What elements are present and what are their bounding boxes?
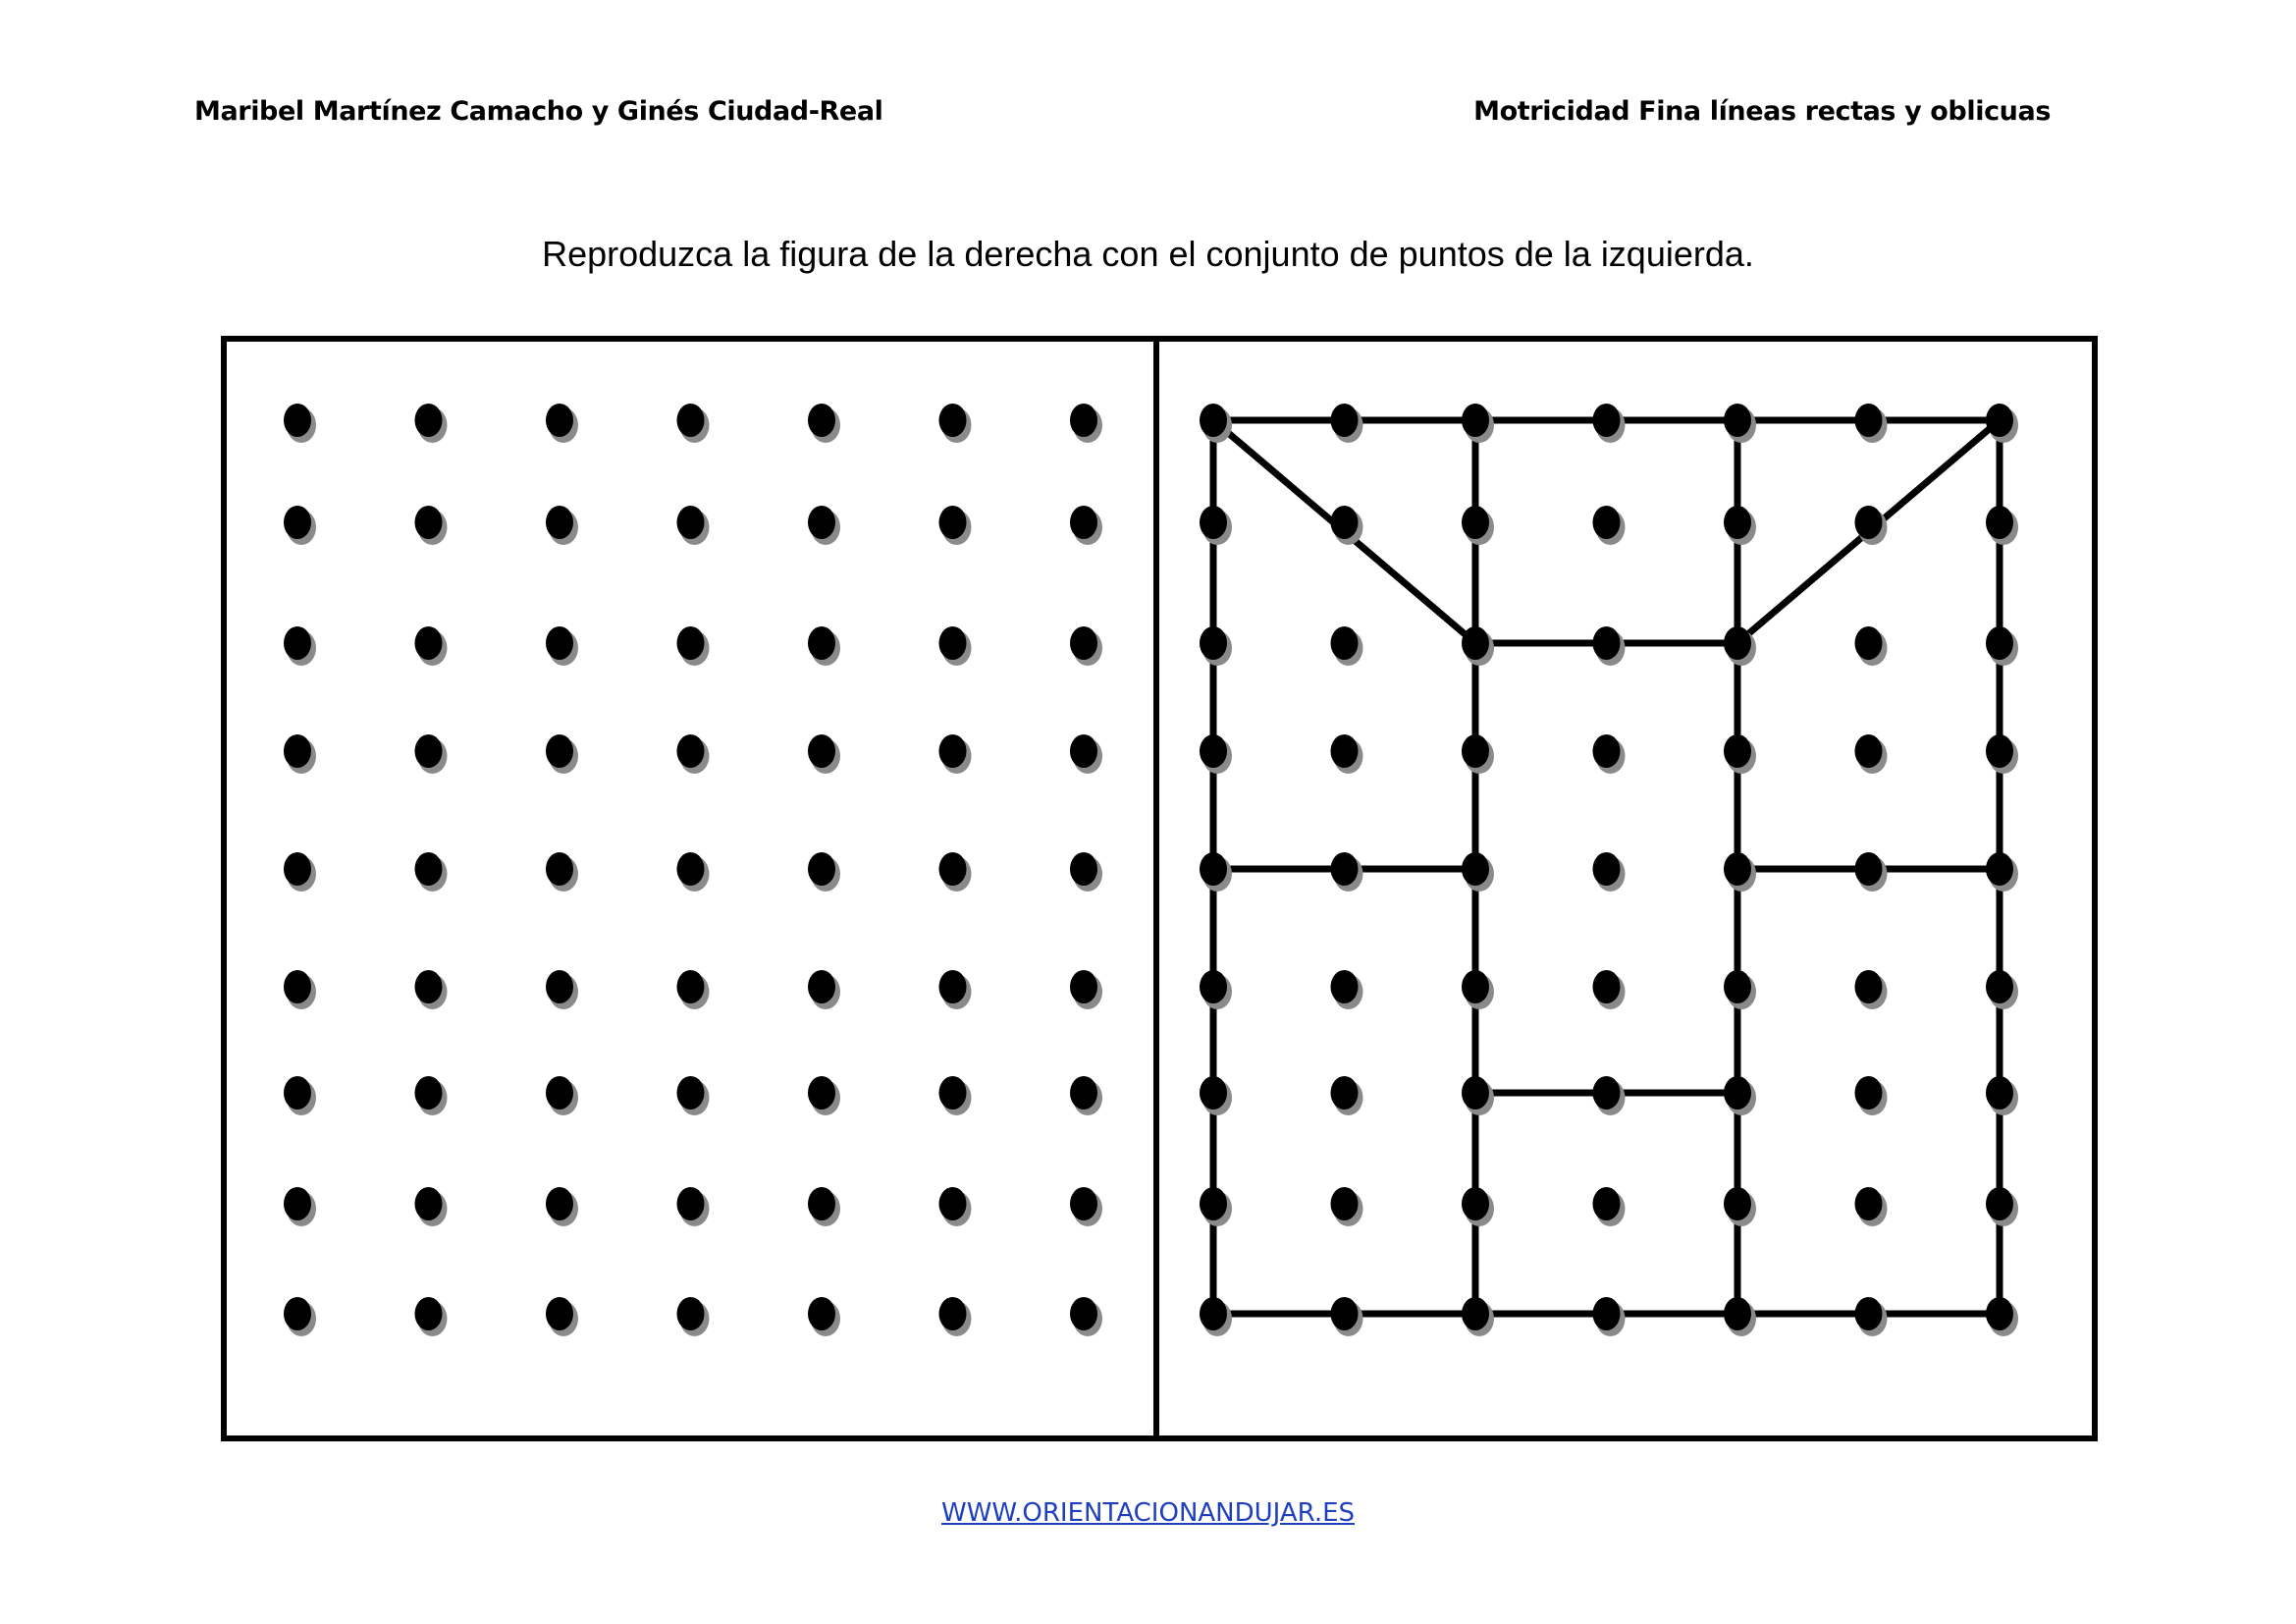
model-dot: [1855, 1297, 1883, 1330]
grid-dot: [939, 852, 967, 886]
grid-dot: [415, 970, 443, 1003]
model-dot: [1462, 1076, 1489, 1110]
model-dot: [1462, 1297, 1489, 1330]
grid-dot: [677, 1076, 705, 1110]
model-dot: [1331, 1076, 1359, 1110]
grid-dot: [1070, 852, 1097, 886]
grid-dot: [546, 1076, 573, 1110]
model-dot: [1331, 404, 1359, 437]
grid-dot: [284, 404, 311, 437]
grid-dot: [284, 852, 311, 886]
grid-dot: [808, 1187, 835, 1220]
model-dot: [1593, 852, 1621, 886]
model-dot: [1200, 1297, 1227, 1330]
grid-dot: [939, 1076, 967, 1110]
grid-dot: [939, 734, 967, 768]
model-dot: [1724, 970, 1751, 1003]
grid-dot: [677, 404, 705, 437]
grid-dot: [415, 1076, 443, 1110]
model-dot: [1593, 1187, 1621, 1220]
grid-dot: [1070, 404, 1097, 437]
grid-dot: [546, 970, 573, 1003]
grid-dot: [808, 1297, 835, 1330]
instruction-text: Reproduzca la figura de la derecha con el conjunto de puntos de la izquierda.: [542, 234, 1754, 274]
model-dot: [1593, 970, 1621, 1003]
grid-dot: [677, 1297, 705, 1330]
model-dot: [1724, 1076, 1751, 1110]
model-dot: [1724, 626, 1751, 660]
model-dot: [1724, 852, 1751, 886]
grid-dot: [415, 1187, 443, 1220]
model-dot: [1331, 506, 1359, 539]
grid-dot: [808, 626, 835, 660]
grid-dot: [284, 1076, 311, 1110]
model-dot: [1986, 734, 2013, 768]
grid-dot: [415, 852, 443, 886]
grid-dot: [939, 506, 967, 539]
model-dot: [1462, 734, 1489, 768]
grid-dot: [1070, 1076, 1097, 1110]
model-dot: [1855, 506, 1883, 539]
grid-dot: [284, 734, 311, 768]
model-dot: [1200, 734, 1227, 768]
grid-dot: [677, 852, 705, 886]
model-dot: [1200, 1076, 1227, 1110]
model-dot: [1724, 1297, 1751, 1330]
model-dot: [1331, 734, 1359, 768]
model-dot: [1855, 1076, 1883, 1110]
model-dot: [1462, 1187, 1489, 1220]
model-dot: [1200, 506, 1227, 539]
grid-dot: [939, 1187, 967, 1220]
model-dot: [1462, 506, 1489, 539]
grid-dot: [284, 626, 311, 660]
grid-dot: [284, 1187, 311, 1220]
model-dot: [1724, 1187, 1751, 1220]
model-dot: [1462, 626, 1489, 660]
grid-dot: [1070, 626, 1097, 660]
model-dot: [1855, 1187, 1883, 1220]
model-dot: [1724, 404, 1751, 437]
practice-dot-grid: [284, 404, 1102, 1336]
model-dot: [1855, 734, 1883, 768]
model-dot: [1593, 734, 1621, 768]
grid-dot: [808, 1076, 835, 1110]
grid-dot: [1070, 734, 1097, 768]
grid-dot: [677, 1187, 705, 1220]
grid-dot: [415, 734, 443, 768]
model-dot: [1200, 1187, 1227, 1220]
footer-link-container: [0, 1498, 2296, 1528]
grid-dot: [677, 970, 705, 1003]
model-dot: [1200, 404, 1227, 437]
model-dot: [1724, 734, 1751, 768]
grid-dot: [1070, 506, 1097, 539]
grid-dot: [546, 404, 573, 437]
model-dot: [1986, 970, 2013, 1003]
grid-dot: [284, 1297, 311, 1330]
model-dot: [1331, 626, 1359, 660]
grid-dot: [546, 1297, 573, 1330]
model-dot: [1200, 970, 1227, 1003]
grid-dot: [546, 506, 573, 539]
grid-dot: [677, 734, 705, 768]
grid-dot: [546, 852, 573, 886]
model-dot: [1986, 404, 2013, 437]
grid-dot: [546, 1187, 573, 1220]
author-credit: Maribel Martínez Camacho y Ginés Ciudad-Real: [194, 96, 883, 127]
model-dot: [1462, 404, 1489, 437]
model-dot: [1855, 404, 1883, 437]
grid-dot: [677, 506, 705, 539]
model-dot: [1331, 970, 1359, 1003]
model-dot: [1593, 1076, 1621, 1110]
grid-dot: [284, 506, 311, 539]
grid-dot: [939, 970, 967, 1003]
model-dot: [1986, 1187, 2013, 1220]
model-dot: [1855, 626, 1883, 660]
model-dot: [1986, 626, 2013, 660]
grid-dot: [284, 970, 311, 1003]
model-dot: [1593, 404, 1621, 437]
grid-dot: [546, 626, 573, 660]
model-dot: [1986, 1297, 2013, 1330]
model-dot: [1855, 970, 1883, 1003]
worksheet-topic: Motricidad Fina líneas rectas y oblicuas: [1473, 96, 2051, 127]
grid-dot: [415, 404, 443, 437]
grid-dot: [415, 626, 443, 660]
grid-dot: [808, 404, 835, 437]
model-dot: [1200, 852, 1227, 886]
grid-dot: [808, 970, 835, 1003]
grid-dot: [939, 1297, 967, 1330]
grid-dot: [415, 506, 443, 539]
model-dot: [1331, 1187, 1359, 1220]
model-dot: [1986, 1076, 2013, 1110]
grid-dot: [1070, 1187, 1097, 1220]
grid-dot: [808, 852, 835, 886]
grid-dot: [546, 734, 573, 768]
website-link[interactable]: WWW.ORIENTACIONANDUJAR.ES: [940, 1498, 1356, 1528]
grid-dot: [1070, 970, 1097, 1003]
model-dot: [1462, 970, 1489, 1003]
grid-dot: [808, 734, 835, 768]
model-dot: [1593, 1297, 1621, 1330]
model-dot: [1724, 506, 1751, 539]
grid-dot: [808, 506, 835, 539]
grid-dot: [939, 404, 967, 437]
model-dot: [1331, 1297, 1359, 1330]
model-dot: [1593, 506, 1621, 539]
model-dot: [1986, 852, 2013, 886]
model-dot: [1855, 852, 1883, 886]
grid-dot: [939, 626, 967, 660]
model-dot: [1331, 852, 1359, 886]
model-dot: [1462, 852, 1489, 886]
model-dot: [1593, 626, 1621, 660]
grid-dot: [415, 1297, 443, 1330]
model-dot: [1200, 626, 1227, 660]
model-dot: [1986, 506, 2013, 539]
grid-dot: [677, 626, 705, 660]
grid-dot: [1070, 1297, 1097, 1330]
